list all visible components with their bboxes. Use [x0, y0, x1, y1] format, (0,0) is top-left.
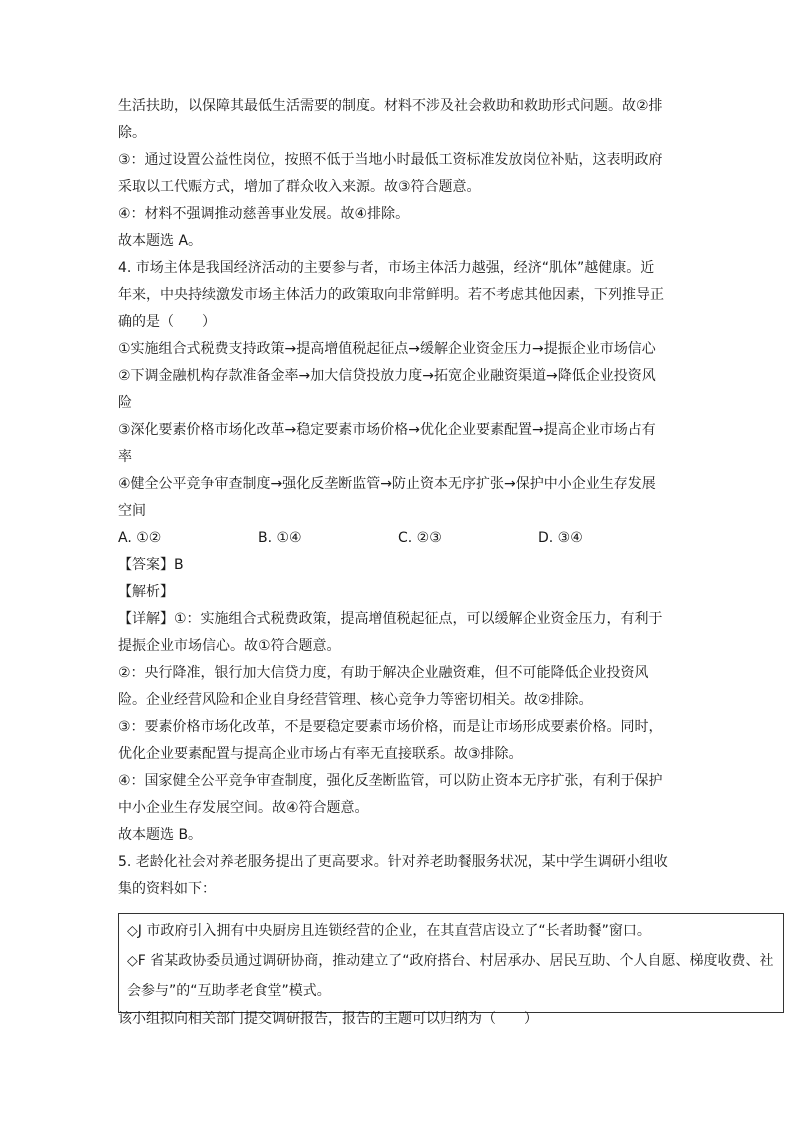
statement-2: ②下调金融机构存款准备金率→加大信贷投放力度→拓宽企业融资渠道→降低企业投资风 — [118, 368, 656, 384]
statement-2: 险 — [118, 395, 132, 411]
option-b: B. ①④ — [258, 530, 302, 546]
answer-options — [118, 525, 678, 552]
option-d: D. ③④ — [538, 530, 583, 546]
text-line: ③：通过设置公益性岗位，按照不低于当地小时最低工资标准发放岗位补贴，这表明政府 — [118, 152, 663, 168]
text-line: 故本题选 A。 — [118, 233, 203, 249]
option-a: A. ①② — [118, 530, 162, 546]
statement-1: ①实施组合式税费支持政策→提高增值税起征点→缓解企业资金压力→提振企业市场信心 — [118, 341, 656, 357]
detail-line: 【详解】①：实施组合式税费政策，提高增值税起征点，可以缓解企业资金压力，有利于 — [118, 611, 663, 627]
text-line: ④：材料不强调推动慈善事业发展。故④排除。 — [118, 206, 410, 222]
material-item: ◇J 市政府引入拥有中央厨房且连锁经营的企业，在其直营店设立了“长者助餐”窗口。 — [127, 923, 651, 939]
text-line: 除。 — [118, 125, 146, 141]
detail-line: 提振企业市场信心。故①符合题意。 — [118, 638, 341, 654]
question-4-stem: 年来，中央持续激发市场主体活力的政策取向非常鲜明。若不考虑其他因素，下列推导正 — [118, 287, 664, 303]
text-line: 生活扶助，以保障其最低生活需要的制度。材料不涉及社会救助和救助形式问题。故②排 — [118, 98, 663, 114]
analysis-label: 【解析】 — [118, 584, 174, 600]
statement-4: ④健全公平竞争审查制度→强化反垄断监管→防止资本无序扩张→保护中小企业生存发展 — [118, 476, 656, 492]
question-5-stem: 集的资料如下： — [118, 881, 216, 897]
detail-line: 中小企业生存发展空间。故④符合题意。 — [118, 800, 369, 816]
material-box — [118, 913, 784, 1013]
question-4-stem: 确的是（ ） — [118, 314, 216, 330]
option-c: C. ②③ — [398, 530, 442, 546]
detail-line: 优化企业要素配置与提高企业市场占有率无直接联系。故③排除。 — [118, 746, 523, 762]
question-5-stem: 5. 老龄化社会对养老服务提出了更高要求。针对养老助餐服务状况，某中学生调研小组收 — [118, 854, 668, 870]
detail-line: 险。企业经营风险和企业自身经营管理、核心竞争力等密切相关。故②排除。 — [118, 692, 593, 708]
detail-line: ④：国家健全公平竞争审查制度，强化反垄断监管，可以防止资本无序扩张，有利于保护 — [118, 773, 663, 789]
text-line: 采取以工代赈方式，增加了群众收入来源。故③符合题意。 — [118, 179, 481, 195]
answer-label: 【答案】B — [118, 557, 184, 573]
question-4-stem: 4. 市场主体是我国经济活动的主要参与者，市场主体活力越强，经济“肌体”越健康。近 — [118, 260, 655, 276]
detail-line: ③：要素价格市场化改革，不是要稳定要素市场价格，而是让市场形成要素价格。同时， — [118, 719, 663, 735]
question-5-prompt: 该小组拟向相关部门提交调研报告，报告的主题可以归纳为（ ） — [118, 1011, 538, 1027]
statement-4: 空间 — [118, 503, 146, 519]
material-item: ◇F 省某政协委员通过调研协商，推动建立了“政府搭台、村居承办、居民互助、个人自愿、梯度收费、社会参与”的“互助孝老食堂”模式。 — [127, 953, 774, 999]
detail-line: ②：央行降准，银行加大信贷力度，有助于解决企业融资难，但不可能降低企业投资风 — [118, 665, 649, 681]
statement-3: ③深化要素价格市场化改革→稳定要素市场价格→优化企业要素配置→提高企业市场占有 — [118, 422, 656, 438]
statement-3: 率 — [118, 449, 132, 465]
document-body — [118, 93, 678, 903]
conclusion: 故本题选 B。 — [118, 827, 203, 843]
